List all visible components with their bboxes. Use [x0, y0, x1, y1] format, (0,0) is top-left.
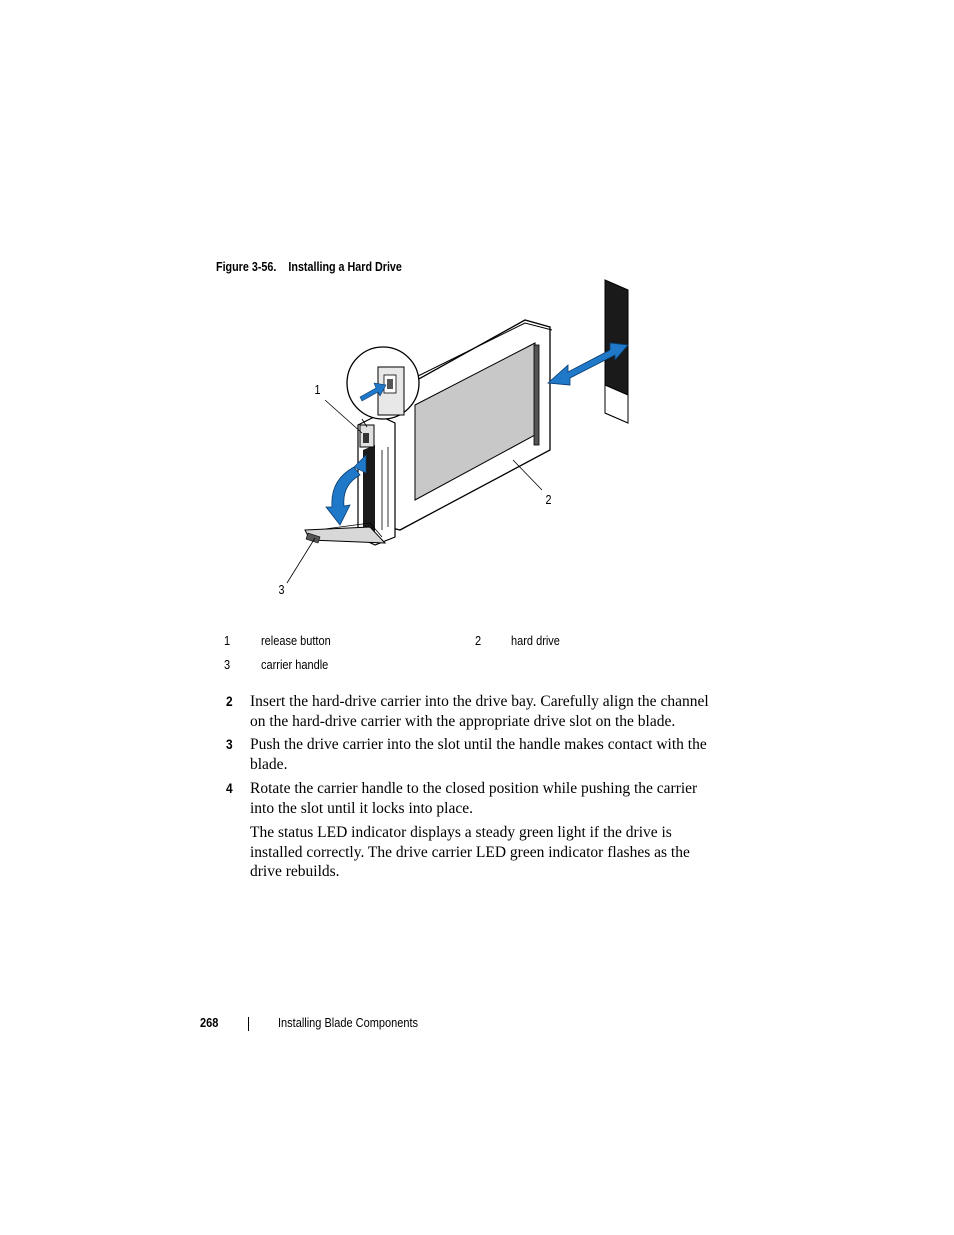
legend-num-1: 1 [224, 634, 231, 648]
step-text: Insert the hard-drive carrier into the drive bay. Carefully align the channel on the hard-drive carrier with the appropriate drive slot on the blade. [250, 693, 709, 730]
section-title: Installing Blade Components [278, 1016, 419, 1030]
page-number: 268 [200, 1016, 219, 1030]
legend-num-2: 2 [475, 634, 482, 648]
callout-1: 1 [314, 383, 321, 397]
footer-divider [248, 1017, 249, 1031]
legend-label-2: hard drive [511, 634, 560, 648]
legend-label-1: release button [261, 634, 331, 648]
step-number: 2 [226, 693, 233, 709]
step-text: Rotate the carrier handle to the closed position while pushing the carrier into the slot until it locks into place. [250, 780, 698, 817]
step-number: 3 [226, 736, 233, 752]
hard-drive-drawing [270, 275, 640, 605]
rotate-handle-arrow-icon [326, 467, 360, 525]
figure-caption [216, 260, 402, 274]
legend-num-3: 3 [224, 658, 231, 672]
hard-drive-illustration [270, 275, 640, 605]
figure-title: Installing a Hard Drive [288, 260, 402, 274]
callout-2: 2 [545, 493, 552, 507]
legend-label-3: carrier handle [261, 658, 329, 672]
step-text: Push the drive carrier into the slot until the handle makes contact with the blade. [250, 736, 707, 773]
step-number: 4 [226, 780, 233, 796]
callout-3: 3 [278, 583, 285, 597]
figure-label: Figure 3-56. [216, 260, 277, 274]
status-led-note: The status LED indicator displays a steady green light if the drive is installed correctly. The drive carrier LED green indicator flashes as the drive rebuilds. [250, 824, 690, 880]
